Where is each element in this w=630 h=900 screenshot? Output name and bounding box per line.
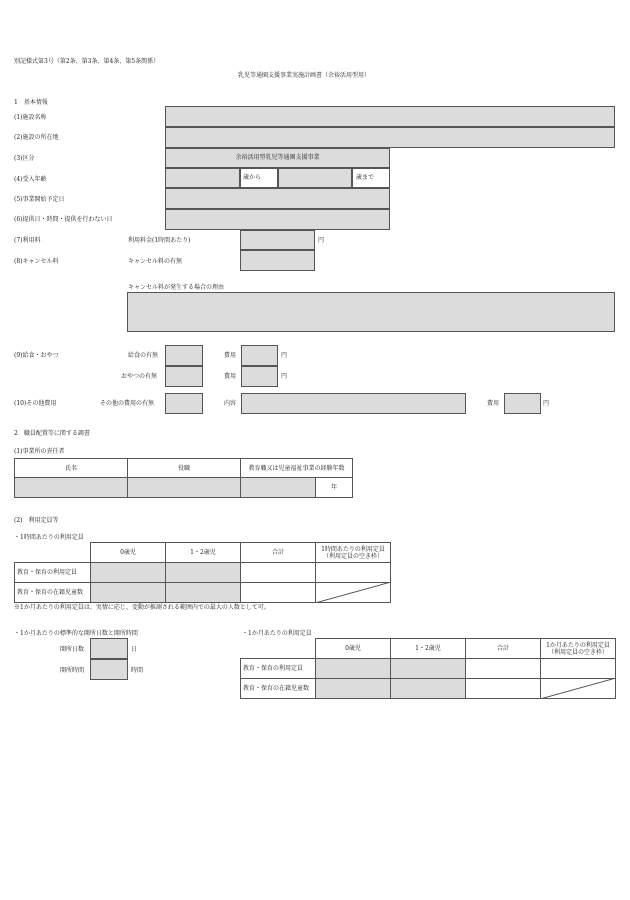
hour-row-enrolled-label: 教育・保育の在籍児童数 <box>14 582 91 603</box>
per-month-heading: ・1か月あたりの利用定員 <box>242 630 312 637</box>
month-capacity-total[interactable] <box>465 658 541 679</box>
month-row-enrolled-label: 教育・保育の在籍児童数 <box>240 678 316 699</box>
age-from-text: 歳から <box>243 174 262 181</box>
snack-cost-field[interactable] <box>241 366 278 387</box>
meal-cost-unit: 円 <box>281 352 288 359</box>
month-col-age0: 0歳児 <box>315 638 391 659</box>
cancel-label: (8)キャンセル料 <box>14 258 59 265</box>
age-to-field[interactable] <box>278 168 352 188</box>
month-row-capacity-label: 教育・保育の利用定員 <box>240 658 316 679</box>
hour-col-capacity: 1時間あたりの利用定員（利用定員の空き枠） <box>315 542 391 563</box>
manager-col-name: 氏名 <box>14 458 128 478</box>
open-days-field[interactable] <box>90 638 128 659</box>
manager-heading: (1)事業所の責任者 <box>14 448 65 455</box>
month-enrolled-age12[interactable] <box>390 678 466 699</box>
month-enrolled-total[interactable] <box>465 678 541 699</box>
hour-row-capacity-label: 教育・保育の利用定員 <box>14 562 91 583</box>
manager-name-field[interactable] <box>14 477 128 498</box>
hour-col-age12: 1・2歳児 <box>165 542 241 563</box>
manager-years-field[interactable] <box>240 477 316 498</box>
hour-capacity-slots[interactable] <box>315 562 391 583</box>
month-col-capacity: 1か月あたりの利用定員（利用定員の空き枠） <box>540 638 616 659</box>
snack-cost-unit: 円 <box>281 373 288 380</box>
facility-address-field[interactable] <box>165 127 615 148</box>
content-field[interactable] <box>241 393 466 414</box>
hour-col-total: 合計 <box>240 542 316 563</box>
form-number: 別記様式第3号（第2条、第3条、第4条、第5条関係） <box>14 58 160 65</box>
month-enrolled-age0[interactable] <box>315 678 391 699</box>
cancel-reason-field[interactable] <box>127 292 615 332</box>
diagonal-line <box>315 582 391 603</box>
capacity-note: ※1か月あたりの利用定員は、実情に応じ、変動が推測される範囲内での最大の人数として可。 <box>14 604 270 611</box>
per-hour-heading: ・1時間あたりの利用定員 <box>14 534 84 541</box>
fee-label: (7)利用料 <box>14 237 41 244</box>
snack-cost-label: 費用 <box>224 373 237 380</box>
other-field[interactable] <box>165 393 203 414</box>
document-title: 乳児等通園支援事業実施計画書（余裕活用型用） <box>238 72 371 79</box>
start-date-field[interactable] <box>165 188 390 209</box>
manager-years-unit: 年 <box>315 477 353 498</box>
hour-capacity-age12[interactable] <box>165 562 241 583</box>
facility-name-label: (1)施設名称 <box>14 114 47 121</box>
fee-sublabel: 利用料金(1時間あたり) <box>128 237 191 244</box>
section1-heading: 1 基本情報 <box>14 99 48 106</box>
month-capacity-age12[interactable] <box>390 658 466 679</box>
snack-sublabel: おやつの有無 <box>121 373 158 380</box>
other-label: (10)その他費用 <box>14 400 57 407</box>
cancel-reason-label: キャンセル料が発生する場合の理由 <box>128 284 225 291</box>
manager-col-position: 役職 <box>127 458 241 478</box>
month-capacity-age0[interactable] <box>315 658 391 679</box>
meal-cost-label: 費用 <box>224 352 237 359</box>
age-to-text: 歳まで <box>356 174 375 181</box>
other-sublabel: その他の費用の有無 <box>100 400 155 407</box>
capacity-heading: (2) 利用定員等 <box>14 517 59 524</box>
hour-capacity-age0[interactable] <box>90 562 166 583</box>
fee-unit: 円 <box>318 237 325 244</box>
open-days-unit: 日 <box>131 646 138 653</box>
hour-capacity-total[interactable] <box>240 562 316 583</box>
category-value: 余裕活用型乳児等通園支援事業 <box>235 154 320 161</box>
section2-heading: 2 職員配置等に関する調書 <box>14 430 90 437</box>
month-col-total: 合計 <box>465 638 541 659</box>
open-hours-label: 開所時間 <box>60 667 85 674</box>
fee-field[interactable] <box>240 230 315 250</box>
open-hours-field[interactable] <box>90 659 128 680</box>
snack-field[interactable] <box>165 366 203 387</box>
service-days-field[interactable] <box>165 209 390 230</box>
month-col-age12: 1・2歳児 <box>390 638 466 659</box>
meal-label: (9)給食・おやつ <box>14 352 59 359</box>
cancel-sublabel: キャンセル料の有無 <box>128 258 183 265</box>
age-range-label: (4)受入年齢 <box>14 176 47 183</box>
service-days-label: (6)提供日・時間・提供を行わない日 <box>14 216 113 223</box>
hour-enrolled-total[interactable] <box>240 582 316 603</box>
open-days-label: 開所日数 <box>60 646 85 653</box>
other-cost-unit: 円 <box>543 400 550 407</box>
diagonal-line <box>540 678 616 699</box>
facility-address-label: (2)施設の所在地 <box>14 134 59 141</box>
meal-cost-field[interactable] <box>241 345 278 366</box>
age-from-field[interactable] <box>165 168 240 188</box>
category-label: (3)区分 <box>14 155 35 162</box>
meal-sublabel: 給食の有無 <box>128 352 159 359</box>
meal-field[interactable] <box>165 345 203 366</box>
start-date-label: (5)事業開始予定日 <box>14 196 65 203</box>
facility-name-field[interactable] <box>165 106 615 127</box>
monthly-days-heading: ・1か月あたりの標準的な開所日数と開所時間 <box>14 630 138 637</box>
other-cost-field[interactable] <box>504 393 541 414</box>
other-cost-label: 費用 <box>487 400 500 407</box>
manager-position-field[interactable] <box>127 477 241 498</box>
hour-enrolled-age12[interactable] <box>165 582 241 603</box>
hour-enrolled-age0[interactable] <box>90 582 166 603</box>
manager-col-experience: 教育職又は児童福祉事業の経験年数 <box>240 458 353 478</box>
cancel-field[interactable] <box>240 250 315 271</box>
hour-col-age0: 0歳児 <box>90 542 166 563</box>
open-hours-unit: 時間 <box>131 667 144 674</box>
month-capacity-slots[interactable] <box>540 658 616 679</box>
content-label: 内容 <box>224 400 237 407</box>
